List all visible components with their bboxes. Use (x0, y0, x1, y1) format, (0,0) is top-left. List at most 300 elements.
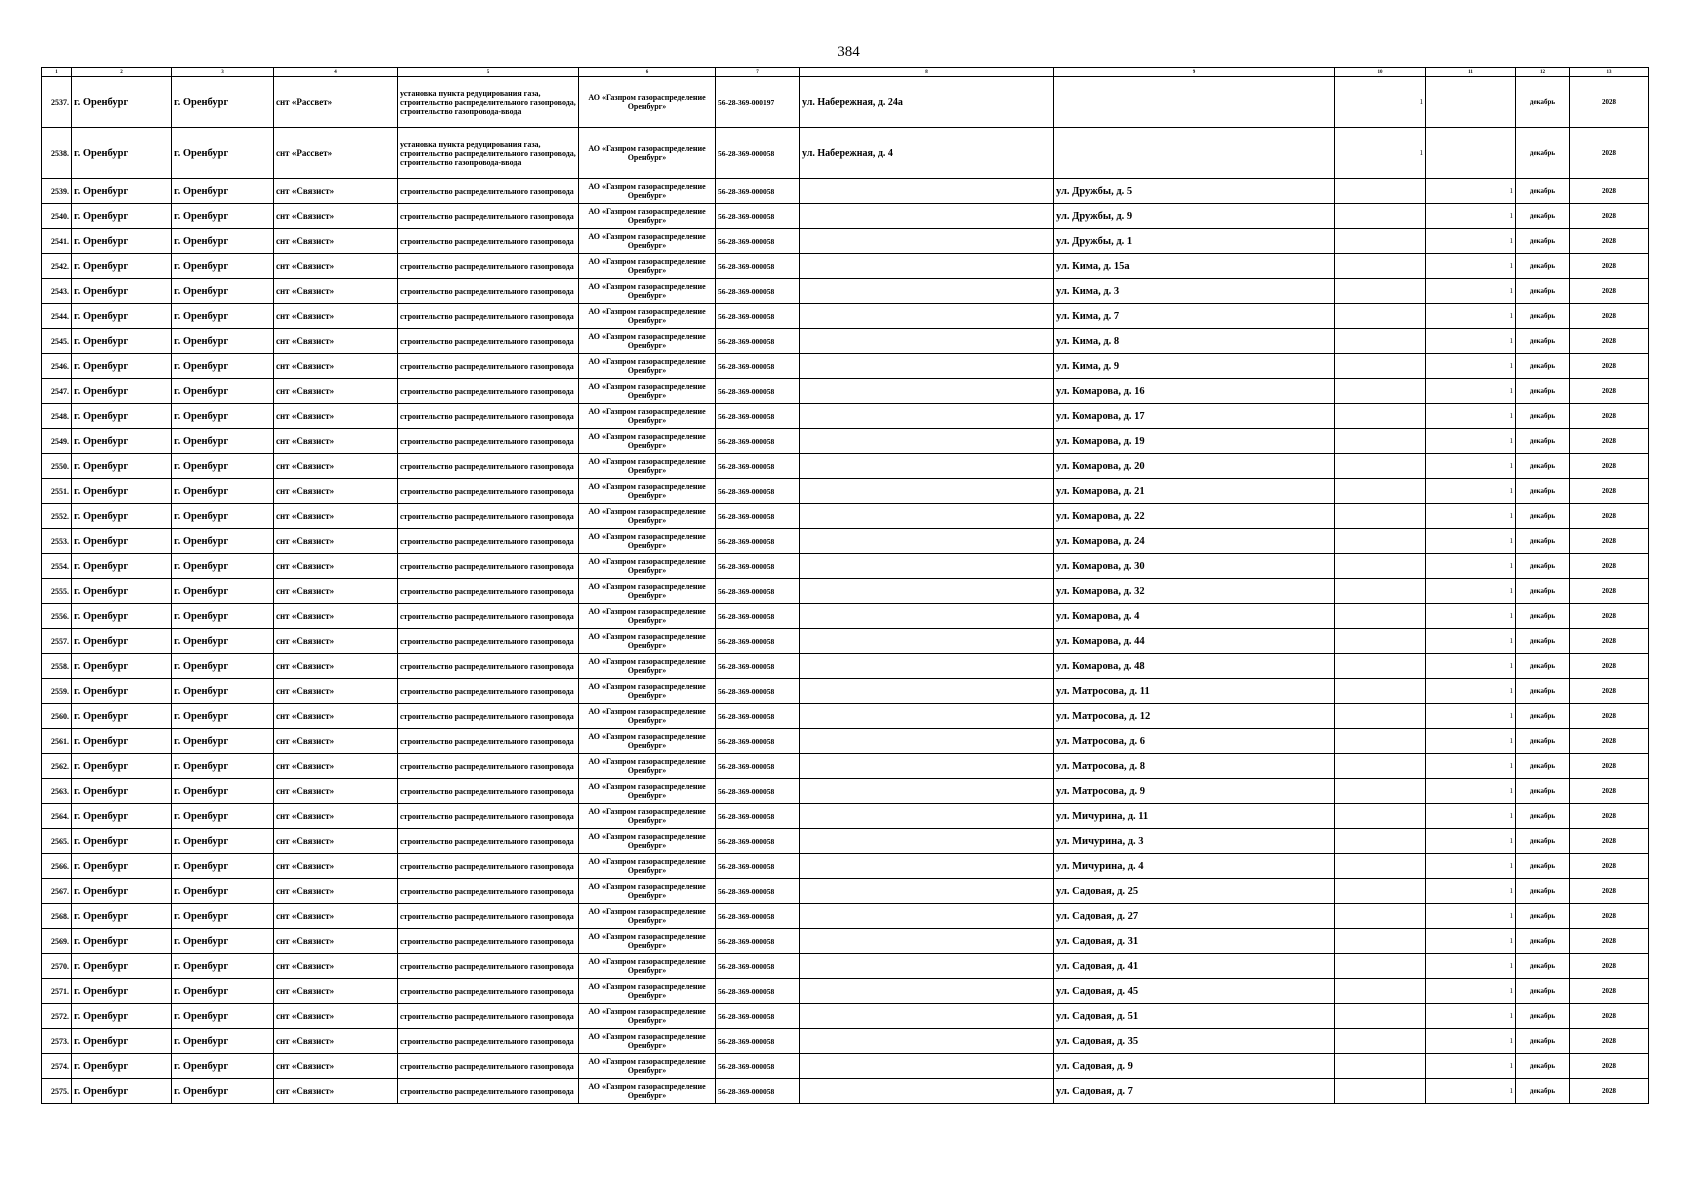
gas-source-code: 56-28-369-000058 (716, 329, 800, 354)
table-row (42, 529, 1649, 554)
completion-month: декабрь (1516, 529, 1570, 554)
snt-name: снт «Связист» (274, 879, 398, 904)
completion-year: 2028 (1570, 654, 1649, 679)
completion-month: декабрь (1516, 704, 1570, 729)
snt-name: снт «Связист» (274, 204, 398, 229)
row-number: 2569. (42, 929, 72, 954)
municipality: г. Оренбург (72, 504, 172, 529)
completion-month: декабрь (1516, 229, 1570, 254)
column-header-11: 11 (1426, 68, 1516, 77)
address-column-8 (800, 204, 1054, 229)
completion-year: 2028 (1570, 1054, 1649, 1079)
completion-year: 2028 (1570, 279, 1649, 304)
quantity-column-11: 1 (1426, 654, 1516, 679)
page-number: 384 (837, 44, 860, 60)
address-column-8 (800, 179, 1054, 204)
gas-company: АО «Газпром газораспределение Оренбург» (579, 354, 716, 379)
snt-name: снт «Связист» (274, 779, 398, 804)
work-type: строительство распределительного газопровода (398, 804, 579, 829)
gas-source-code: 56-28-369-000058 (716, 479, 800, 504)
address-column-9: ул. Садовая, д. 9 (1054, 1054, 1335, 1079)
gas-company: АО «Газпром газораспределение Оренбург» (579, 1029, 716, 1054)
completion-month: декабрь (1516, 729, 1570, 754)
gas-source-code: 56-28-369-000058 (716, 429, 800, 454)
municipality: г. Оренбург (72, 529, 172, 554)
gas-source-code: 56-28-369-000058 (716, 854, 800, 879)
gas-source-code: 56-28-369-000058 (716, 204, 800, 229)
municipality: г. Оренбург (72, 704, 172, 729)
snt-name: снт «Связист» (274, 579, 398, 604)
work-type: установка пункта редуцирования газа, строительство распределительного газопровода, строительство газопровода-ввода (398, 77, 579, 128)
table-row (42, 979, 1649, 1004)
table-row (42, 879, 1649, 904)
work-type: строительство распределительного газопровода (398, 554, 579, 579)
quantity-column-11: 1 (1426, 254, 1516, 279)
municipality: г. Оренбург (72, 1054, 172, 1079)
table-row (42, 779, 1649, 804)
quantity-column-10 (1335, 629, 1426, 654)
address-column-8 (800, 854, 1054, 879)
snt-name: снт «Связист» (274, 179, 398, 204)
gas-source-code: 56-28-369-000058 (716, 654, 800, 679)
completion-month: декабрь (1516, 829, 1570, 854)
gas-company: АО «Газпром газораспределение Оренбург» (579, 779, 716, 804)
settlement: г. Оренбург (172, 854, 274, 879)
gas-source-code: 56-28-369-000058 (716, 179, 800, 204)
municipality: г. Оренбург (72, 604, 172, 629)
quantity-column-11: 1 (1426, 454, 1516, 479)
municipality: г. Оренбург (72, 854, 172, 879)
completion-year: 2028 (1570, 379, 1649, 404)
table-row (42, 579, 1649, 604)
address-column-9: ул. Комарова, д. 22 (1054, 504, 1335, 529)
table-row (42, 904, 1649, 929)
gas-company: АО «Газпром газораспределение Оренбург» (579, 404, 716, 429)
quantity-column-11: 1 (1426, 579, 1516, 604)
settlement: г. Оренбург (172, 529, 274, 554)
address-column-8 (800, 279, 1054, 304)
snt-name: снт «Связист» (274, 329, 398, 354)
address-column-9: ул. Садовая, д. 41 (1054, 954, 1335, 979)
address-column-9: ул. Комарова, д. 32 (1054, 579, 1335, 604)
gas-source-code: 56-28-369-000058 (716, 529, 800, 554)
municipality: г. Оренбург (72, 179, 172, 204)
snt-name: снт «Связист» (274, 479, 398, 504)
row-number: 2541. (42, 229, 72, 254)
quantity-column-10 (1335, 904, 1426, 929)
completion-year: 2028 (1570, 128, 1649, 179)
settlement: г. Оренбург (172, 629, 274, 654)
row-number: 2574. (42, 1054, 72, 1079)
settlement: г. Оренбург (172, 929, 274, 954)
completion-year: 2028 (1570, 904, 1649, 929)
gas-source-code: 56-28-369-000058 (716, 1029, 800, 1054)
gas-source-code: 56-28-369-000058 (716, 729, 800, 754)
snt-name: снт «Связист» (274, 504, 398, 529)
address-column-8 (800, 404, 1054, 429)
quantity-column-10 (1335, 804, 1426, 829)
settlement: г. Оренбург (172, 804, 274, 829)
gas-company: АО «Газпром газораспределение Оренбург» (579, 504, 716, 529)
table-row (42, 479, 1649, 504)
quantity-column-11: 1 (1426, 854, 1516, 879)
completion-month: декабрь (1516, 929, 1570, 954)
completion-month: декабрь (1516, 179, 1570, 204)
settlement: г. Оренбург (172, 229, 274, 254)
address-column-8 (800, 1079, 1054, 1104)
completion-month: декабрь (1516, 779, 1570, 804)
gas-source-code: 56-28-369-000058 (716, 629, 800, 654)
address-column-9: ул. Комарова, д. 17 (1054, 404, 1335, 429)
table-row (42, 654, 1649, 679)
address-column-9: ул. Кима, д. 8 (1054, 329, 1335, 354)
address-column-8 (800, 954, 1054, 979)
address-column-8 (800, 454, 1054, 479)
address-column-8 (800, 304, 1054, 329)
completion-year: 2028 (1570, 304, 1649, 329)
gas-company: АО «Газпром газораспределение Оренбург» (579, 654, 716, 679)
snt-name: снт «Связист» (274, 379, 398, 404)
completion-year: 2028 (1570, 854, 1649, 879)
completion-year: 2028 (1570, 879, 1649, 904)
quantity-column-10 (1335, 754, 1426, 779)
municipality: г. Оренбург (72, 1004, 172, 1029)
table-row (42, 1029, 1649, 1054)
quantity-column-11: 1 (1426, 804, 1516, 829)
completion-year: 2028 (1570, 1079, 1649, 1104)
quantity-column-10 (1335, 504, 1426, 529)
table-row (42, 279, 1649, 304)
row-number: 2540. (42, 204, 72, 229)
address-column-9: ул. Матросова, д. 6 (1054, 729, 1335, 754)
address-column-9: ул. Кима, д. 15а (1054, 254, 1335, 279)
address-column-9: ул. Мичурина, д. 4 (1054, 854, 1335, 879)
table-row (42, 1079, 1649, 1104)
work-type: строительство распределительного газопровода (398, 729, 579, 754)
settlement: г. Оренбург (172, 1079, 274, 1104)
quantity-column-11: 1 (1426, 329, 1516, 354)
quantity-column-11: 1 (1426, 829, 1516, 854)
gas-source-code: 56-28-369-000058 (716, 229, 800, 254)
row-number: 2545. (42, 329, 72, 354)
address-column-8 (800, 804, 1054, 829)
quantity-column-11: 1 (1426, 304, 1516, 329)
snt-name: снт «Связист» (274, 529, 398, 554)
table-row (42, 304, 1649, 329)
completion-month: декабрь (1516, 379, 1570, 404)
column-header-9: 9 (1054, 68, 1335, 77)
snt-name: снт «Связист» (274, 304, 398, 329)
municipality: г. Оренбург (72, 779, 172, 804)
quantity-column-10 (1335, 454, 1426, 479)
quantity-column-11: 1 (1426, 479, 1516, 504)
gas-company: АО «Газпром газораспределение Оренбург» (579, 604, 716, 629)
completion-month: декабрь (1516, 804, 1570, 829)
settlement: г. Оренбург (172, 1054, 274, 1079)
municipality: г. Оренбург (72, 379, 172, 404)
completion-year: 2028 (1570, 954, 1649, 979)
quantity-column-11: 1 (1426, 429, 1516, 454)
quantity-column-11: 1 (1426, 404, 1516, 429)
address-column-8 (800, 354, 1054, 379)
work-type: установка пункта редуцирования газа, строительство распределительного газопровода, строительство газопровода-ввода (398, 128, 579, 179)
work-type: строительство распределительного газопровода (398, 204, 579, 229)
table-row (42, 254, 1649, 279)
municipality: г. Оренбург (72, 804, 172, 829)
address-column-9: ул. Комарова, д. 48 (1054, 654, 1335, 679)
quantity-column-11: 1 (1426, 554, 1516, 579)
row-number: 2548. (42, 404, 72, 429)
table-row (42, 929, 1649, 954)
gas-company: АО «Газпром газораспределение Оренбург» (579, 954, 716, 979)
quantity-column-10 (1335, 879, 1426, 904)
row-number: 2539. (42, 179, 72, 204)
address-column-9: ул. Мичурина, д. 11 (1054, 804, 1335, 829)
work-type: строительство распределительного газопровода (398, 754, 579, 779)
snt-name: снт «Связист» (274, 679, 398, 704)
settlement: г. Оренбург (172, 879, 274, 904)
snt-name: снт «Связист» (274, 429, 398, 454)
quantity-column-11: 1 (1426, 229, 1516, 254)
completion-year: 2028 (1570, 929, 1649, 954)
quantity-column-10 (1335, 579, 1426, 604)
row-number: 2558. (42, 654, 72, 679)
completion-year: 2028 (1570, 229, 1649, 254)
municipality: г. Оренбург (72, 654, 172, 679)
row-number: 2573. (42, 1029, 72, 1054)
gas-source-code: 56-28-369-000058 (716, 1054, 800, 1079)
completion-month: декабрь (1516, 128, 1570, 179)
completion-month: декабрь (1516, 579, 1570, 604)
address-column-8 (800, 479, 1054, 504)
snt-name: снт «Связист» (274, 954, 398, 979)
settlement: г. Оренбург (172, 654, 274, 679)
gas-company: АО «Газпром газораспределение Оренбург» (579, 979, 716, 1004)
work-type: строительство распределительного газопровода (398, 329, 579, 354)
gas-source-code: 56-28-369-000058 (716, 1004, 800, 1029)
gas-source-code: 56-28-369-000058 (716, 354, 800, 379)
quantity-column-10 (1335, 379, 1426, 404)
table-row (42, 554, 1649, 579)
row-number: 2551. (42, 479, 72, 504)
quantity-column-10 (1335, 429, 1426, 454)
settlement: г. Оренбург (172, 1004, 274, 1029)
completion-year: 2028 (1570, 179, 1649, 204)
quantity-column-11: 1 (1426, 629, 1516, 654)
address-column-9: ул. Комарова, д. 21 (1054, 479, 1335, 504)
quantity-column-10 (1335, 929, 1426, 954)
snt-name: снт «Связист» (274, 454, 398, 479)
settlement: г. Оренбург (172, 604, 274, 629)
gas-company: АО «Газпром газораспределение Оренбург» (579, 77, 716, 128)
table-row (42, 704, 1649, 729)
quantity-column-10 (1335, 254, 1426, 279)
gas-source-code: 56-28-369-000058 (716, 904, 800, 929)
table-row (42, 504, 1649, 529)
address-column-9: ул. Комарова, д. 24 (1054, 529, 1335, 554)
completion-year: 2028 (1570, 779, 1649, 804)
address-column-9: ул. Кима, д. 7 (1054, 304, 1335, 329)
settlement: г. Оренбург (172, 404, 274, 429)
row-number: 2566. (42, 854, 72, 879)
address-column-9: ул. Комарова, д. 30 (1054, 554, 1335, 579)
address-column-9: ул. Матросова, д. 9 (1054, 779, 1335, 804)
column-header-12: 12 (1516, 68, 1570, 77)
quantity-column-11: 1 (1426, 754, 1516, 779)
table-row (42, 128, 1649, 179)
snt-name: снт «Связист» (274, 604, 398, 629)
work-type: строительство распределительного газопровода (398, 479, 579, 504)
gas-company: АО «Газпром газораспределение Оренбург» (579, 179, 716, 204)
column-header-2: 2 (72, 68, 172, 77)
gas-source-code: 56-28-369-000058 (716, 754, 800, 779)
snt-name: снт «Связист» (274, 729, 398, 754)
completion-month: декабрь (1516, 354, 1570, 379)
snt-name: снт «Связист» (274, 1004, 398, 1029)
quantity-column-11: 1 (1426, 1054, 1516, 1079)
address-column-8 (800, 554, 1054, 579)
address-column-9: ул. Комарова, д. 44 (1054, 629, 1335, 654)
gas-company: АО «Газпром газораспределение Оренбург» (579, 304, 716, 329)
quantity-column-10 (1335, 529, 1426, 554)
row-number: 2570. (42, 954, 72, 979)
gas-company: АО «Газпром газораспределение Оренбург» (579, 829, 716, 854)
address-column-9: ул. Садовая, д. 27 (1054, 904, 1335, 929)
row-number: 2559. (42, 679, 72, 704)
address-column-8 (800, 254, 1054, 279)
quantity-column-10 (1335, 1029, 1426, 1054)
quantity-column-11: 1 (1426, 879, 1516, 904)
settlement: г. Оренбург (172, 554, 274, 579)
municipality: г. Оренбург (72, 579, 172, 604)
quantity-column-10 (1335, 554, 1426, 579)
quantity-column-11: 1 (1426, 504, 1516, 529)
gas-source-code: 56-28-369-000058 (716, 454, 800, 479)
gas-source-code: 56-28-369-000058 (716, 779, 800, 804)
gas-company: АО «Газпром газораспределение Оренбург» (579, 704, 716, 729)
settlement: г. Оренбург (172, 579, 274, 604)
row-number: 2544. (42, 304, 72, 329)
quantity-column-10 (1335, 479, 1426, 504)
completion-month: декабрь (1516, 854, 1570, 879)
completion-month: декабрь (1516, 254, 1570, 279)
table-row (42, 829, 1649, 854)
quantity-column-10 (1335, 354, 1426, 379)
work-type: строительство распределительного газопровода (398, 704, 579, 729)
quantity-column-10 (1335, 204, 1426, 229)
gas-source-code: 56-28-369-000058 (716, 254, 800, 279)
table-body (42, 77, 1649, 1104)
municipality: г. Оренбург (72, 204, 172, 229)
completion-month: декабрь (1516, 279, 1570, 304)
municipality: г. Оренбург (72, 754, 172, 779)
completion-month: декабрь (1516, 879, 1570, 904)
gas-company: АО «Газпром газораспределение Оренбург» (579, 379, 716, 404)
row-number: 2549. (42, 429, 72, 454)
table-row (42, 429, 1649, 454)
gas-source-code: 56-28-369-000058 (716, 128, 800, 179)
address-column-9: ул. Комарова, д. 20 (1054, 454, 1335, 479)
completion-year: 2028 (1570, 804, 1649, 829)
row-number: 2553. (42, 529, 72, 554)
completion-month: декабрь (1516, 304, 1570, 329)
address-column-8 (800, 1004, 1054, 1029)
table-row (42, 604, 1649, 629)
work-type: строительство распределительного газопровода (398, 529, 579, 554)
municipality: г. Оренбург (72, 554, 172, 579)
snt-name: снт «Связист» (274, 1079, 398, 1104)
quantity-column-11: 1 (1426, 929, 1516, 954)
settlement: г. Оренбург (172, 904, 274, 929)
quantity-column-11: 1 (1426, 204, 1516, 229)
gas-company: АО «Газпром газораспределение Оренбург» (579, 329, 716, 354)
table-row (42, 754, 1649, 779)
table-row (42, 804, 1649, 829)
gas-source-code: 56-28-369-000058 (716, 304, 800, 329)
quantity-column-10 (1335, 179, 1426, 204)
gas-source-code: 56-28-369-000058 (716, 829, 800, 854)
municipality: г. Оренбург (72, 354, 172, 379)
row-number: 2563. (42, 779, 72, 804)
work-type: строительство распределительного газопровода (398, 404, 579, 429)
address-column-9: ул. Комарова, д. 16 (1054, 379, 1335, 404)
gas-source-code: 56-28-369-000058 (716, 704, 800, 729)
municipality: г. Оренбург (72, 729, 172, 754)
address-column-8 (800, 679, 1054, 704)
address-column-8 (800, 1054, 1054, 1079)
municipality: г. Оренбург (72, 904, 172, 929)
gas-company: АО «Газпром газораспределение Оренбург» (579, 1054, 716, 1079)
row-number: 2554. (42, 554, 72, 579)
municipality: г. Оренбург (72, 929, 172, 954)
municipality: г. Оренбург (72, 679, 172, 704)
address-column-8 (800, 504, 1054, 529)
gas-company: АО «Газпром газораспределение Оренбург» (579, 254, 716, 279)
municipality: г. Оренбург (72, 454, 172, 479)
completion-month: декабрь (1516, 77, 1570, 128)
table-row (42, 1054, 1649, 1079)
address-column-9: ул. Мичурина, д. 3 (1054, 829, 1335, 854)
work-type: строительство распределительного газопровода (398, 604, 579, 629)
gas-company: АО «Газпром газораспределение Оренбург» (579, 729, 716, 754)
gas-source-code: 56-28-369-000058 (716, 979, 800, 1004)
municipality: г. Оренбург (72, 404, 172, 429)
completion-year: 2028 (1570, 404, 1649, 429)
table-row (42, 729, 1649, 754)
gas-source-code: 56-28-369-000058 (716, 554, 800, 579)
row-number: 2537. (42, 77, 72, 128)
address-column-8 (800, 229, 1054, 254)
snt-name: снт «Связист» (274, 979, 398, 1004)
address-column-8: ул. Набережная, д. 4 (800, 128, 1054, 179)
snt-name: снт «Связист» (274, 229, 398, 254)
address-column-9: ул. Комарова, д. 4 (1054, 604, 1335, 629)
quantity-column-11: 1 (1426, 1079, 1516, 1104)
completion-year: 2028 (1570, 629, 1649, 654)
table-row (42, 229, 1649, 254)
municipality: г. Оренбург (72, 329, 172, 354)
completion-month: декабрь (1516, 754, 1570, 779)
completion-year: 2028 (1570, 479, 1649, 504)
address-column-9: ул. Дружбы, д. 1 (1054, 229, 1335, 254)
column-header-4: 4 (274, 68, 398, 77)
work-type: строительство распределительного газопровода (398, 179, 579, 204)
municipality: г. Оренбург (72, 229, 172, 254)
address-column-9: ул. Матросова, д. 11 (1054, 679, 1335, 704)
completion-month: декабрь (1516, 604, 1570, 629)
work-type: строительство распределительного газопровода (398, 454, 579, 479)
municipality: г. Оренбург (72, 829, 172, 854)
